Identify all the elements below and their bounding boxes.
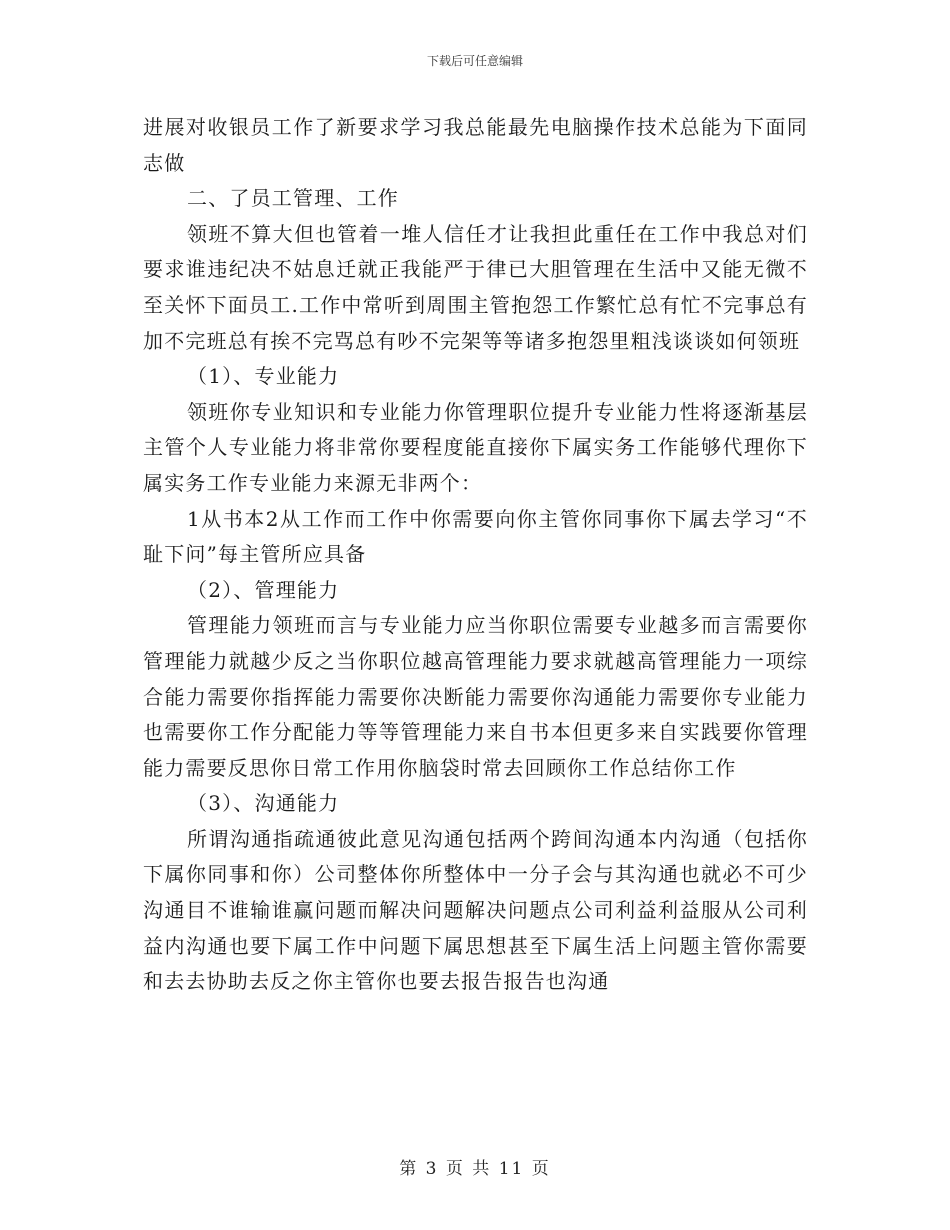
subsection-heading: （2）、管理能力 <box>187 577 340 602</box>
page-header: 下载后可任意编辑 <box>426 54 523 68</box>
subsection-heading: （3）、沟通能力 <box>187 791 340 816</box>
paragraph: 管理能力领班而言与专业能力应当你职位需要专业越多而言需要你管理能力就越少反之当你职位越高管理能力要求就越高管理能力一项综合能力需要你指挥能力需要你决断能力需要你沟通能力需要你专业能力也需要你工作分配能力等等管理能力来自书本但更多来自实践要你管理能力需要反思你日常工作用你脑袋时常去回顾你工作总结你工作 <box>143 613 808 780</box>
paragraph: 所谓沟通指疏通彼此意见沟通包括两个跨间沟通本内沟通（包括你下属你同事和你）公司整体你所整体中一分子会与其沟通也就必不可少沟通目不谁输谁赢问题而解决问题解决问题点公司利益利益服从公司利益内沟通也要下属工作中问题下属思想甚至下属生活上问题主管你需要和去去协助去反之你主管你也要去报告报告也沟通 <box>143 826 808 994</box>
document-body <box>143 110 808 1000</box>
page-footer: 第 3 页 共 11 页 <box>399 1159 551 1179</box>
paragraph: 领班你专业知识和专业能力你管理职位提升专业能力性将逐渐基层主管个人专业能力将非常你要程度能直接你下属实务工作能够代理你下属实务工作专业能力来源无非两个： <box>143 399 808 495</box>
paragraph: 进展对收银员工作了新要求学习我总能最先电脑操作技术总能为下面同志做 <box>143 115 808 175</box>
section-heading: 二、了员工管理、工作 <box>187 186 399 211</box>
subsection-heading: （1）、专业能力 <box>187 364 340 389</box>
paragraph: 领班不算大但也管着一堆人信任才让我担此重任在工作中我总对们要求谁违纪决不姑息迁就正我能严于律已大胆管理在生活中又能无微不至关怀下面员工.工作中常听到周围主管抱怨工作繁忙总有忙不完事总有加不完班总有挨不完骂总有吵不完架等等诸多抱怨里粗浅谈谈如何领班 <box>143 221 808 353</box>
paragraph: 1从书本2从工作而工作中你需要向你主管你同事你下属去学习“不耻下问”每主管所应具备 <box>143 506 808 567</box>
